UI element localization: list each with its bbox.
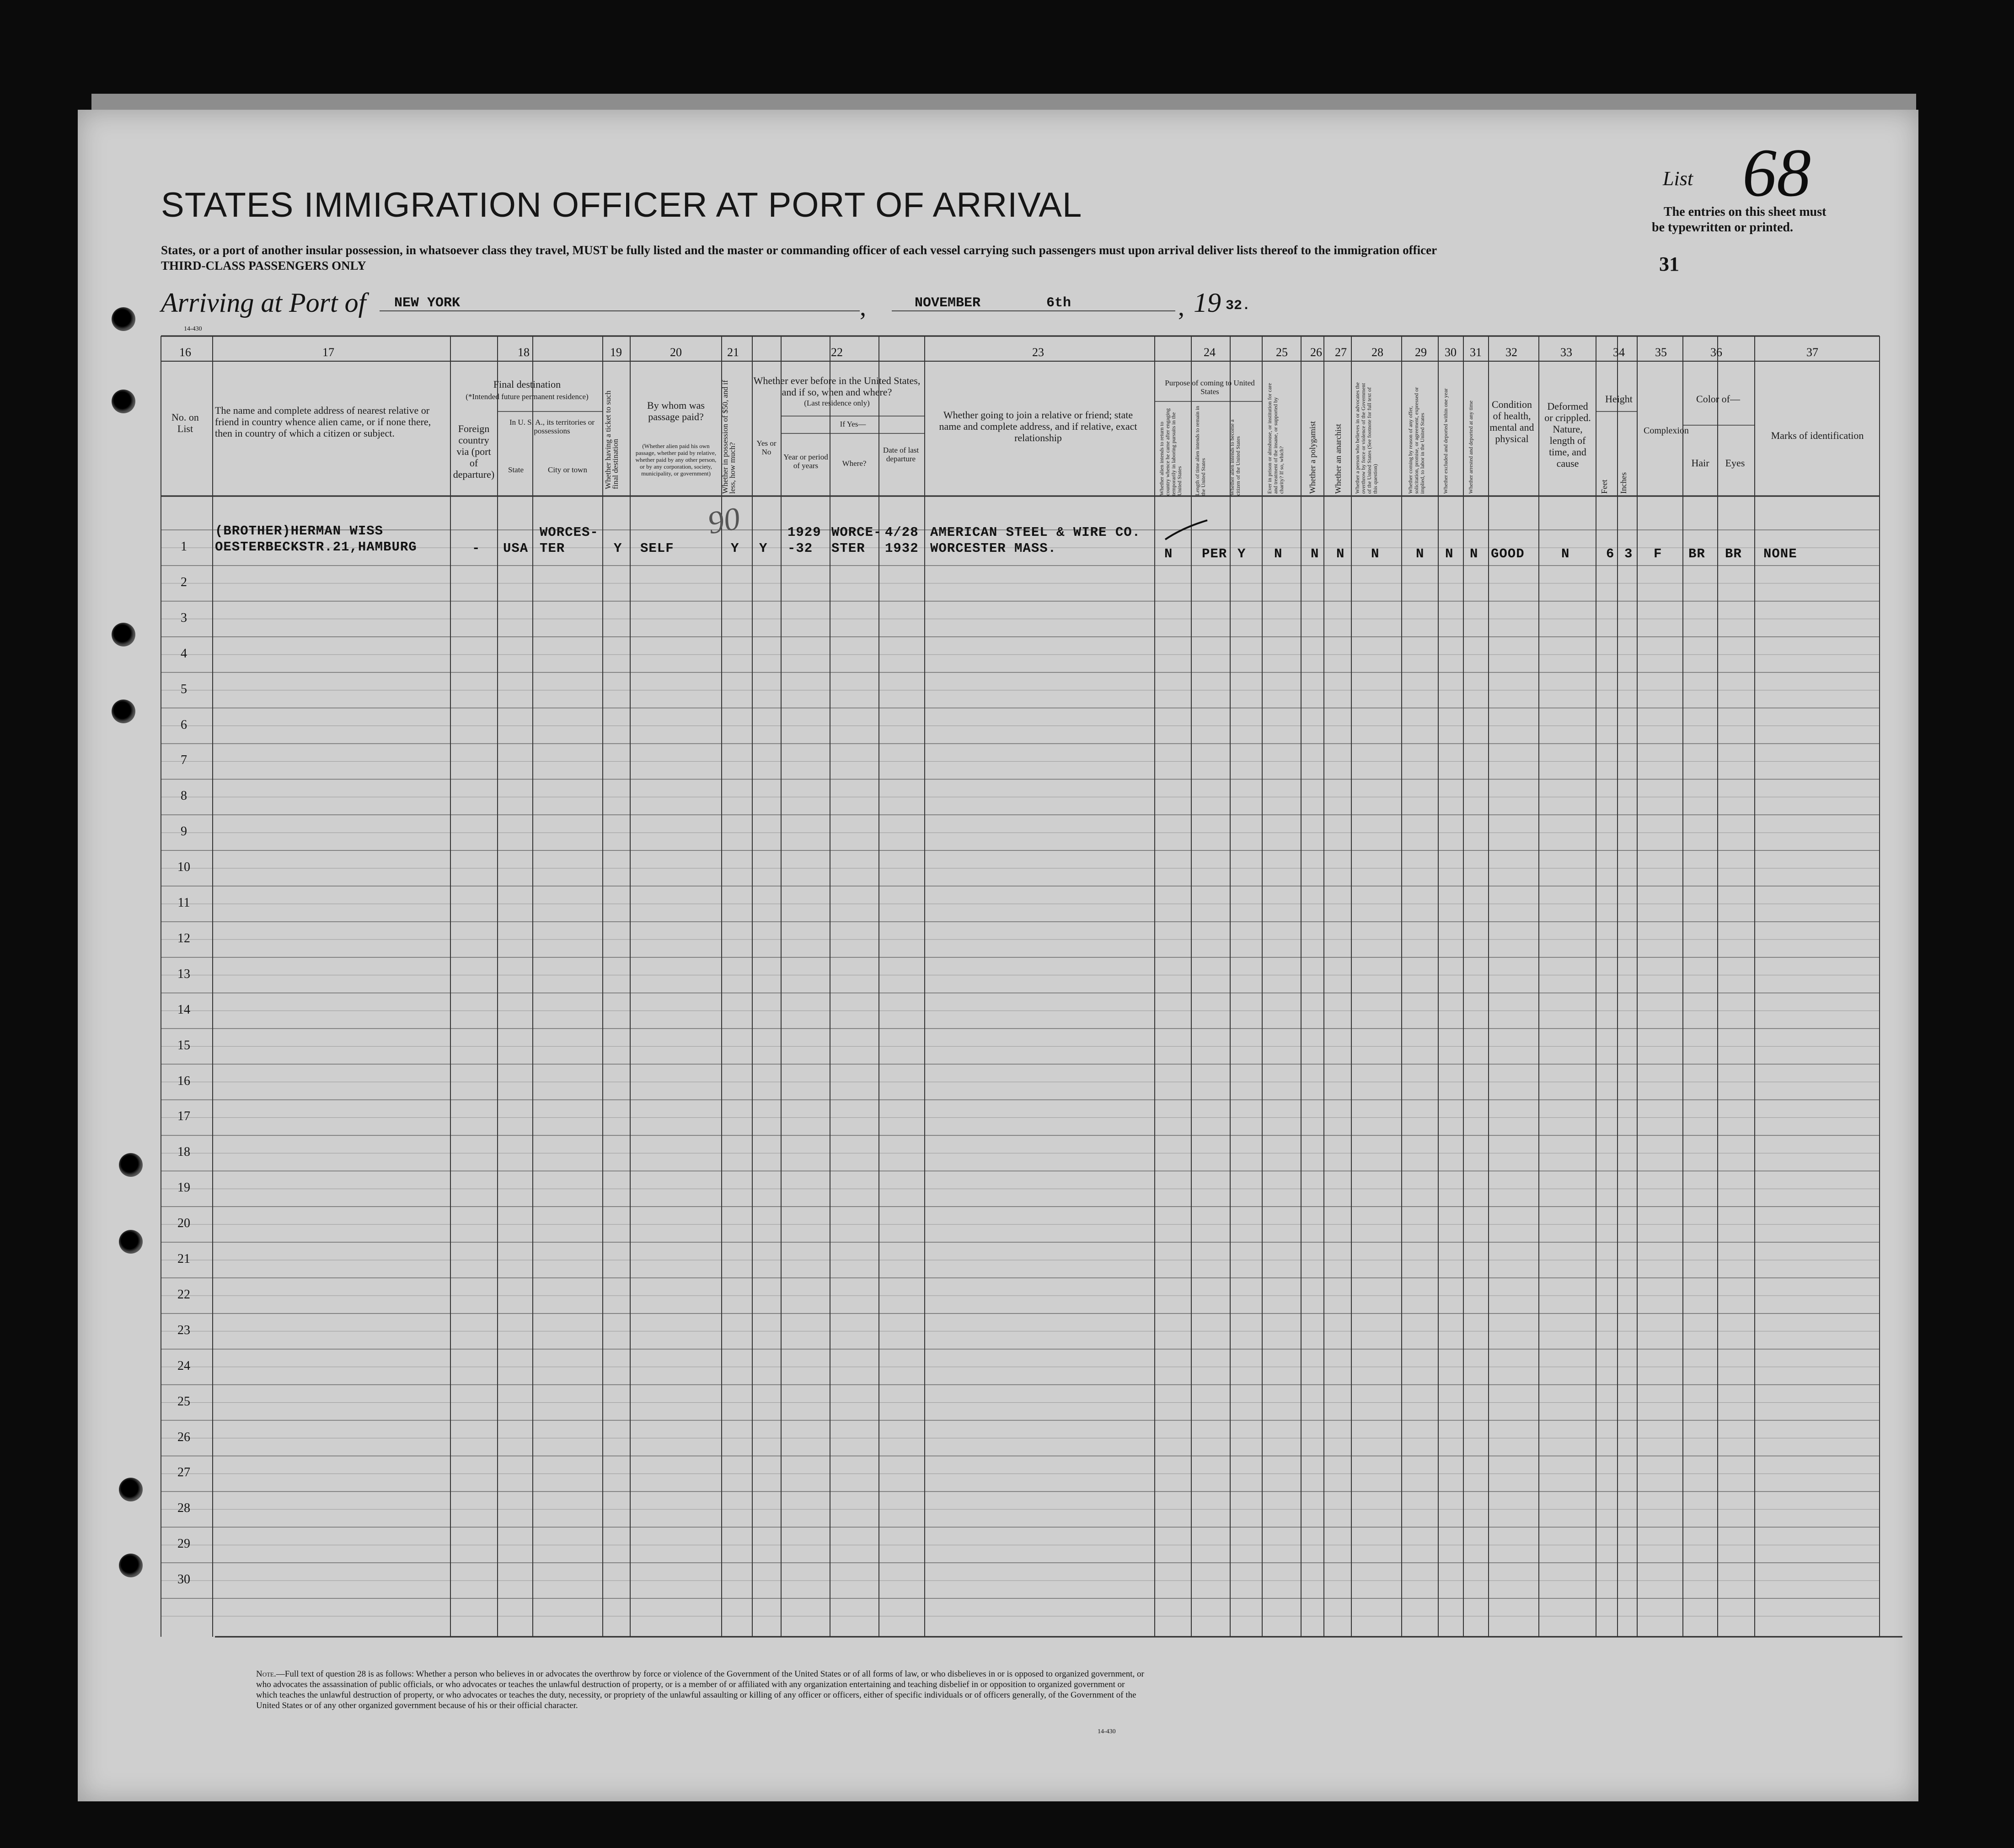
column-number: 33 <box>1560 346 1572 359</box>
column-number: 37 <box>1806 346 1818 359</box>
column-number: 34 <box>1613 346 1625 359</box>
column-number: 28 <box>1371 346 1383 359</box>
eyes-value: BR <box>1725 546 1742 561</box>
port-value: NEW YORK <box>394 295 461 311</box>
row-number: 18 <box>177 1145 190 1159</box>
header-excluded: Whether excluded and deported within one year <box>1442 388 1449 494</box>
row-number: 17 <box>177 1109 190 1124</box>
overthrow-value: N <box>1371 546 1380 561</box>
row-number: 4 <box>181 646 187 661</box>
row-number: 25 <box>177 1394 190 1409</box>
header-year-period: Year or period of years <box>783 453 828 470</box>
header-joining-relative: Whether going to join a relative or friend; state name and complete address, and if relative, exact relationship <box>939 409 1137 443</box>
column-number: 18 <box>518 346 530 359</box>
row-number: 28 <box>177 1501 190 1516</box>
departure-value: 4/28 <box>885 525 919 540</box>
header-purpose-length: Length of time alien intends to remain in the United States <box>1194 406 1206 496</box>
relative-address: OESTERBECKSTR.21,HAMBURG <box>215 539 417 555</box>
header-where: Where? <box>842 459 867 468</box>
comma: , <box>1178 293 1184 321</box>
entries-note: be typewritten or printed. <box>1652 220 1793 235</box>
column-number: 25 <box>1276 346 1288 359</box>
header-passage-paid: By whom was passage paid? <box>647 400 705 422</box>
column-number: 29 <box>1415 346 1427 359</box>
arriving-label: Arriving at Port of <box>161 288 366 318</box>
paid-by-value: SELF <box>640 541 674 556</box>
row-number: 1 <box>181 539 187 554</box>
column-number: 17 <box>322 346 334 359</box>
entries-note: The entries on this sheet must <box>1664 205 1827 219</box>
column-number: 27 <box>1335 346 1347 359</box>
row-number: 16 <box>177 1074 190 1088</box>
header-anarchist: Whether an anarchist <box>1334 424 1343 494</box>
row-number: 15 <box>177 1038 190 1052</box>
row-number: 5 <box>181 682 187 696</box>
become-citizen-value: Y <box>1237 546 1246 561</box>
complexion-value: F <box>1654 546 1662 561</box>
header-final-destination-note: (*Intended future permanent residence) <box>466 392 589 401</box>
row-number: 29 <box>177 1537 190 1551</box>
footnote <box>256 1669 1148 1711</box>
header-prison: Ever in prison or almshouse, or institution for care and treatment of the insane, or supported by charity? If so, which? <box>1266 383 1285 494</box>
row-number: 6 <box>181 717 187 732</box>
header-no-on-list: No. on List <box>171 411 199 434</box>
row-number: 3 <box>181 610 187 625</box>
column-number: 30 <box>1445 346 1457 359</box>
column-number: 31 <box>1470 346 1482 359</box>
header-inches: Inches <box>1619 472 1628 494</box>
column-number: 24 <box>1204 346 1216 359</box>
years-value: -32 <box>787 541 813 556</box>
header-hair: Hair <box>1691 457 1709 469</box>
where-value: WORCE- <box>831 525 882 540</box>
column-number: 19 <box>610 346 622 359</box>
row-number: 8 <box>181 789 187 803</box>
column-number: 26 <box>1310 346 1322 359</box>
year-prefix: 19 <box>1194 288 1221 318</box>
polygamist-value: N <box>1311 546 1319 561</box>
header-state: State <box>508 465 524 474</box>
row-number: 2 <box>181 575 187 589</box>
column-number: 16 <box>179 346 191 359</box>
header-foreign-country: Foreign country via (port of departure) <box>453 423 495 480</box>
header-yes-or-no: Yes or No <box>756 439 777 456</box>
row-number: 22 <box>177 1287 190 1302</box>
relative-name: (BROTHER)HERMAN WISS <box>215 523 384 539</box>
form-code: 14-430 <box>184 326 202 332</box>
header-purpose-return: Whether alien intends to return to country whence he came after engaging temporarily in laboring pursuits in the United States <box>1158 408 1183 496</box>
footnote-form-code: 14-430 <box>1098 1728 1116 1735</box>
where-value: STER <box>831 541 865 556</box>
anarchist-value: N <box>1336 546 1345 561</box>
excluded-value: N <box>1445 546 1454 561</box>
header-height: Height <box>1605 393 1633 405</box>
city-value: WORCES- <box>540 525 599 540</box>
column-number: 35 <box>1655 346 1667 359</box>
header-ever-before-note: (Last residence only) <box>804 399 870 407</box>
header-health: Condition of health, mental and physical <box>1489 399 1534 444</box>
header-city-or-town: City or town <box>548 465 587 474</box>
row-number: 10 <box>177 860 190 875</box>
row-number: 23 <box>177 1323 190 1337</box>
column-number: 21 <box>727 346 739 359</box>
list-label: List <box>1663 167 1693 190</box>
foreign-country-value: - <box>472 541 481 556</box>
row-number: 12 <box>177 931 190 945</box>
return-country-value: N <box>1164 546 1173 561</box>
marks-value: NONE <box>1763 546 1797 561</box>
state-value: USA <box>503 541 529 556</box>
handwritten-amount: 90 <box>705 501 743 541</box>
header-ever-before: Whether ever before in the United States, and if so, when and where? <box>753 375 921 398</box>
subtitle-text: States, or a port of another insular possession, in whatsoever class they travel, MUST be fully listed and the master or commanding officer of each vessel carrying such passengers must upon arrival deliver lists thereof to the immigration officer <box>161 243 1437 257</box>
comma: , <box>860 293 866 321</box>
hair-value: BR <box>1688 546 1705 561</box>
class-line: THIRD-CLASS PASSENGERS ONLY <box>161 259 366 272</box>
joining-value: WORCESTER MASS. <box>930 541 1057 556</box>
footnote-text: —Full text of question 28 is as follows: Whether a person who believes in or advocates the overthrow by force or violence of the Government of the United States or of all forms of law, or who disbelieves in or is opposed to organized government, or who advocates the assassination of public officials, or who advocates or teaches the unlawful destruction of property, or is a member of or affiliated with any organization entertaining and teaching disbelief in or opposition to organized government or which teaches the unlawful destruction of property, or who advocates or teaches the duty, necessity, or propriety of the unlawful assaulting or killing of any officer or officers, either of specific individuals or of officers generally, of the Government of the United States or of any other organized government because of his or their official character. <box>256 1669 1144 1710</box>
header-date-last-departure: Date of last departure <box>883 446 919 463</box>
header-if-yes: If Yes— <box>840 420 866 428</box>
row-number: 7 <box>181 753 187 768</box>
row-number: 14 <box>177 1002 190 1017</box>
header-purpose: Purpose of coming to United States <box>1165 379 1255 396</box>
page-title: STATES IMMIGRATION OFFICER AT PORT OF ARRIVAL <box>161 186 1082 224</box>
row-number: 19 <box>177 1180 190 1195</box>
departure-value: 1932 <box>885 541 919 556</box>
prison-value: N <box>1274 546 1283 561</box>
column-number: 23 <box>1032 346 1044 359</box>
possession-value: Y <box>731 541 739 556</box>
row-number: 13 <box>177 967 190 981</box>
ever-before-value: Y <box>759 541 768 556</box>
footnote-label: Note. <box>256 1669 276 1679</box>
list-number-handwritten: 68 <box>1742 135 1811 211</box>
header-possession-50: Whether in possession of $50, and if less, how much? <box>721 380 737 494</box>
inches-value: 3 <box>1624 546 1633 561</box>
header-offer: Whether coming by reason of any offer, solicitation, promise, or agreement, expressed or implied, to labor in the United States <box>1407 387 1425 494</box>
column-number: 32 <box>1505 346 1517 359</box>
header-in-usa: In U. S. A., its territories or possessions <box>509 418 595 435</box>
header-polygamist: Whether a polygamist <box>1308 421 1317 494</box>
header-passage-paid-note: (Whether alien paid his own passage, whether paid by relative, whether paid by any other person, or by any corporation, society, municipality, or government) <box>635 443 717 477</box>
header-overthrow: Whether a person who believes in or advocates the overthrow by force or violence of the Government of the United States (See footnote for full text of this question) <box>1354 382 1378 494</box>
row-number: 20 <box>177 1216 190 1231</box>
header-nearest-relative: The name and complete address of nearest relative or friend in country whence alien came, or if none there, then in country of which a citizen or subject. <box>215 405 431 439</box>
column-number: 22 <box>831 346 843 359</box>
years-value: 1929 <box>787 525 821 540</box>
arrival-date: NOVEMBER 6th <box>915 295 1071 311</box>
header-feet: Feet <box>1600 480 1609 494</box>
city-value: TER <box>540 541 565 556</box>
health-value: GOOD <box>1491 546 1525 561</box>
year-suffix: 32. <box>1226 298 1251 314</box>
row-number: 26 <box>177 1430 190 1444</box>
header-ticket: Whether having a ticket to such final destination <box>604 390 620 489</box>
arrested-value: N <box>1470 546 1478 561</box>
header-deformed: Deformed or crippled. Nature, length of time, and cause <box>1544 401 1591 469</box>
header-color-of: Color of— <box>1696 393 1740 405</box>
sheet-number: 31 <box>1659 253 1679 275</box>
joining-value: AMERICAN STEEL & WIRE CO. <box>930 525 1141 540</box>
header-final-destination: Final destination <box>493 379 561 390</box>
row-number: 11 <box>177 896 190 910</box>
header-complexion: Complexion <box>1644 426 1689 436</box>
length-of-stay-value: PER <box>1202 546 1227 561</box>
header-marks: Marks of identification <box>1771 430 1864 441</box>
row-number: 27 <box>177 1465 190 1480</box>
row-number: 9 <box>181 824 187 839</box>
deformed-value: N <box>1561 546 1570 561</box>
column-number: 36 <box>1710 346 1722 359</box>
column-number: 20 <box>670 346 682 359</box>
ticket-value: Y <box>614 541 622 556</box>
row-number: 21 <box>177 1252 190 1266</box>
feet-value: 6 <box>1606 546 1615 561</box>
header-purpose-citizen: Whether alien intends to become a citizen of the United States <box>1229 419 1241 496</box>
offer-value: N <box>1416 546 1425 561</box>
row-number: 24 <box>177 1358 190 1373</box>
header-eyes: Eyes <box>1725 457 1745 469</box>
row-number: 30 <box>177 1572 190 1587</box>
header-arrested: Whether arrested and deported at any time <box>1468 401 1474 494</box>
